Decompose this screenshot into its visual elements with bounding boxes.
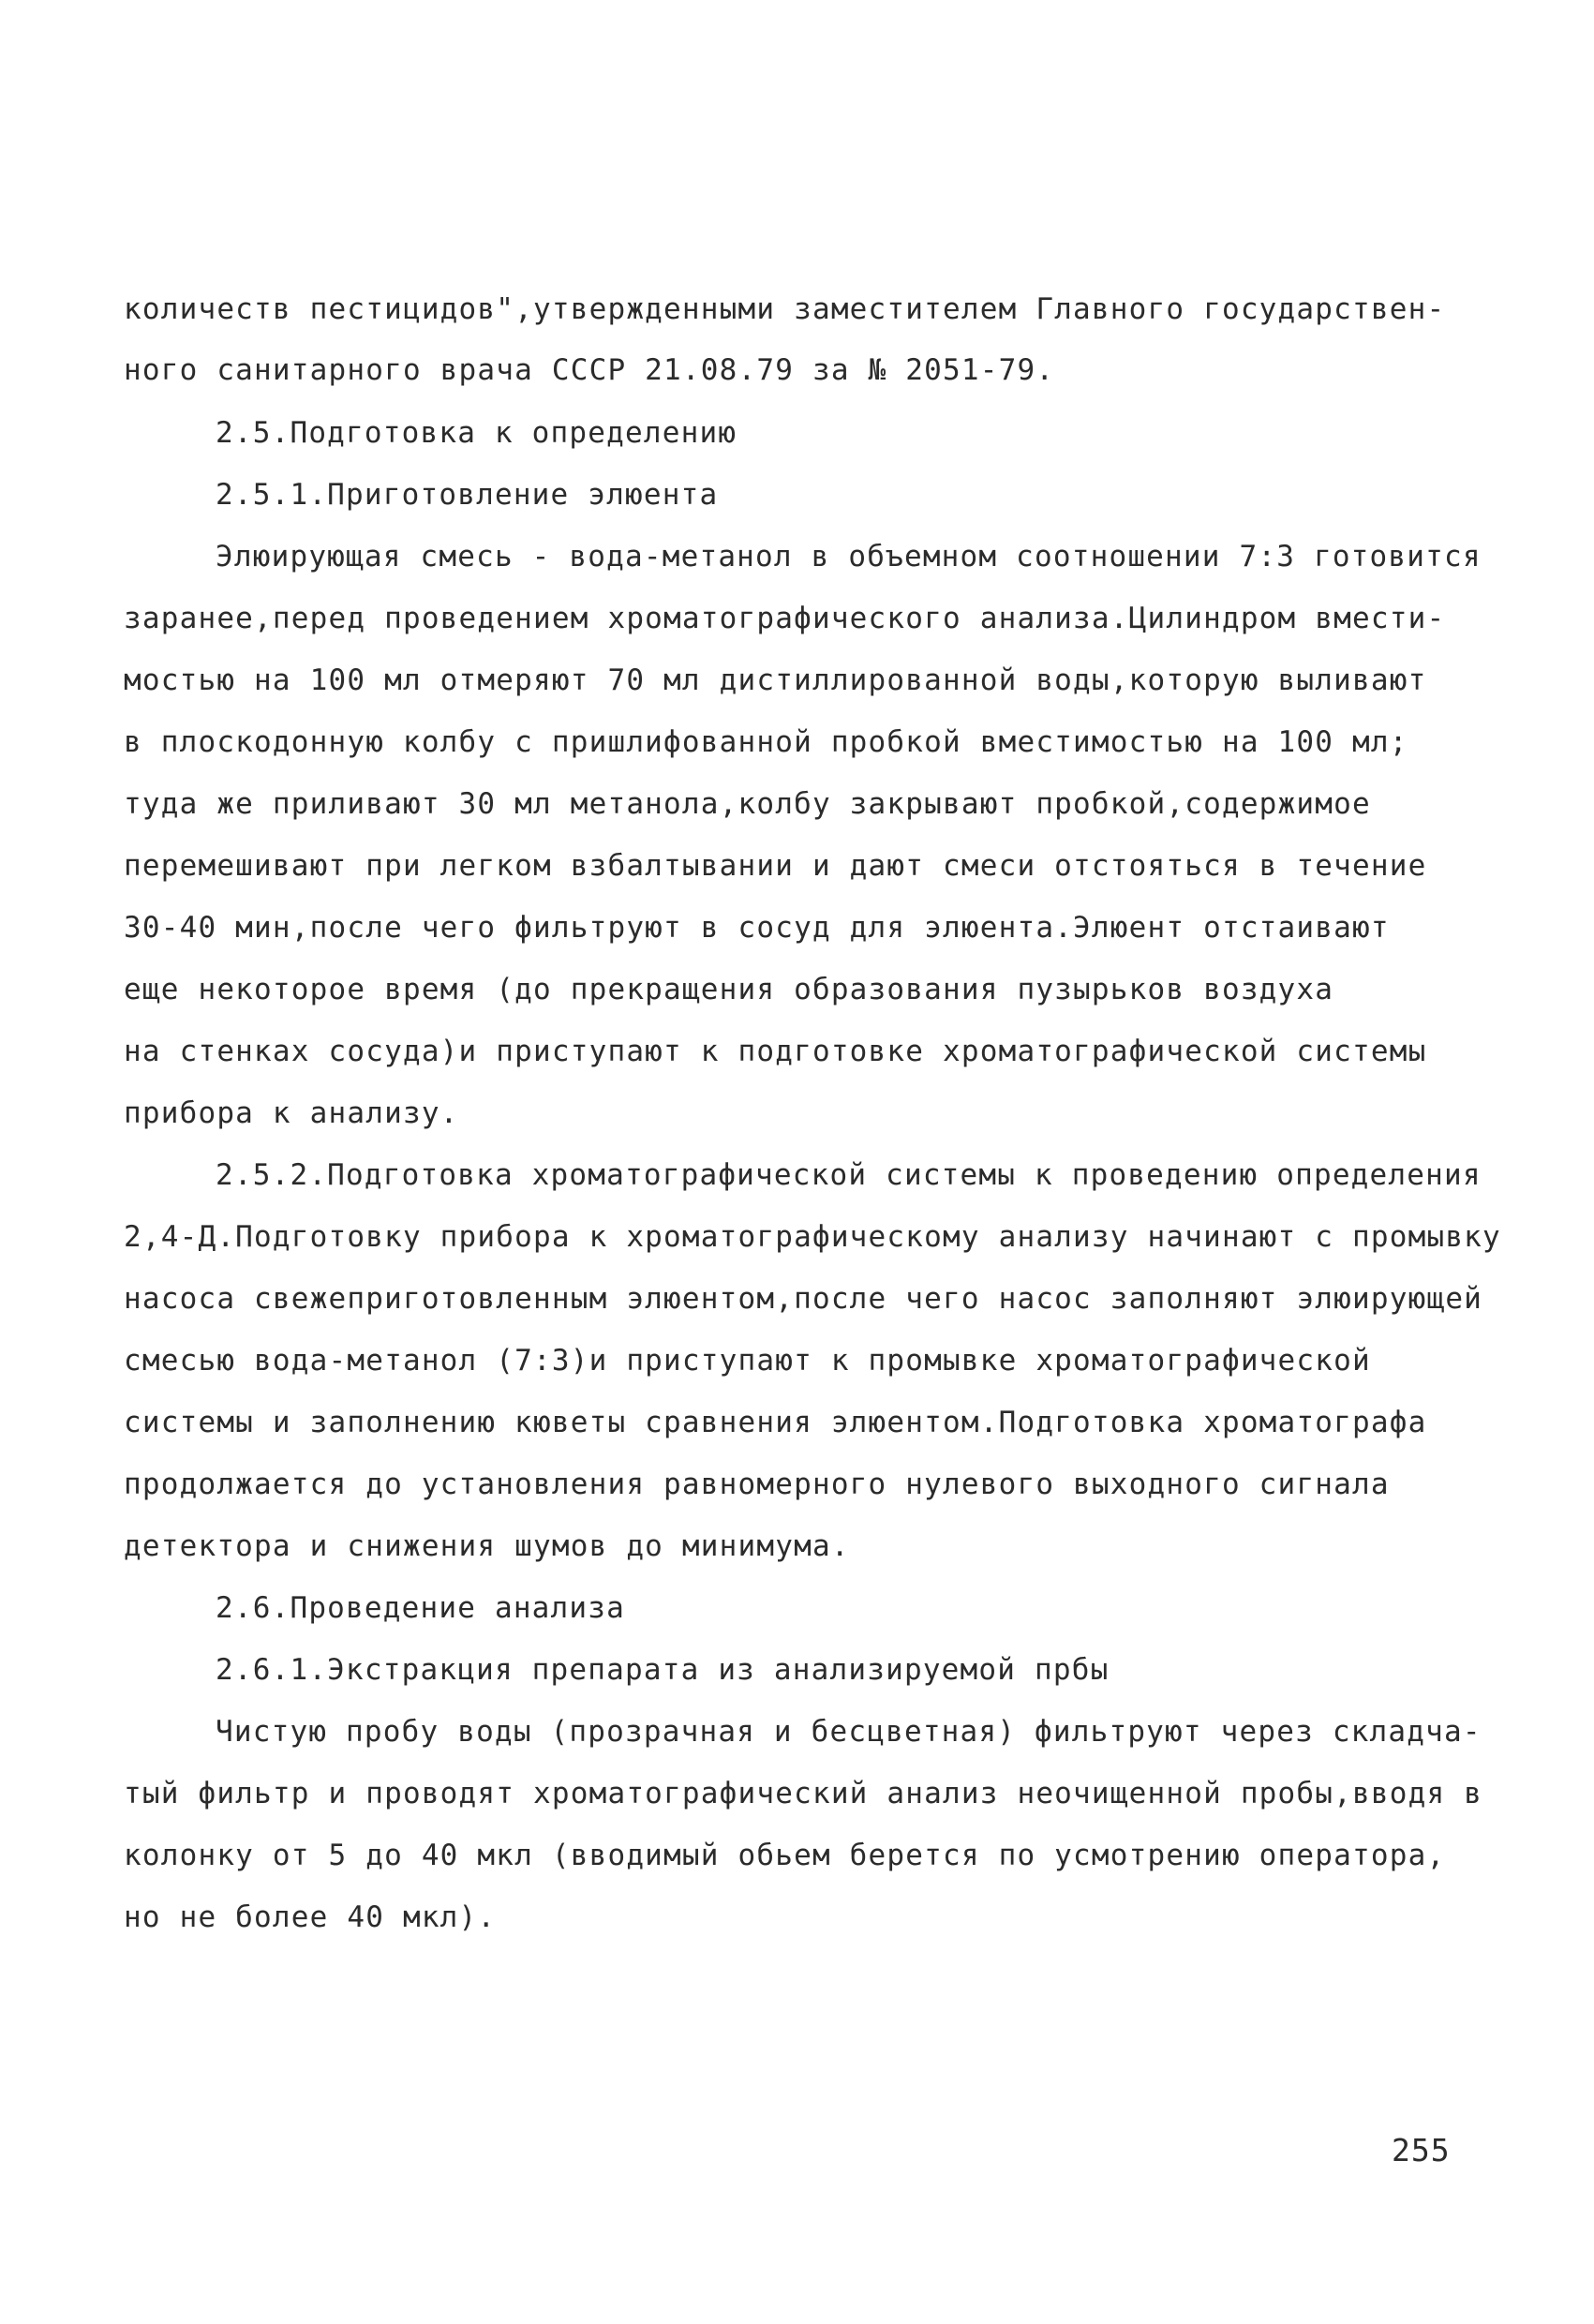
- section-heading: 2.5.Подготовка к определению: [216, 416, 737, 450]
- section-heading: 2.6.Проведение анализа: [216, 1591, 625, 1625]
- text-line: мостью на 100 мл отмеряют 70 мл дистиллированной воды,которую выливают: [124, 663, 1427, 697]
- text-line: туда же приливают 30 мл метанола,колбу закрывают пробкой,содержимое: [124, 787, 1371, 821]
- text-line: заранее,перед проведением хроматографического анализа.Цилиндром вмести-: [124, 602, 1446, 635]
- text-line: 30-40 мин,после чего фильтруют в сосуд для элюента.Элюент отстаивают: [124, 911, 1390, 945]
- text-line: системы и заполнению кюветы сравнения элюентом.Подготовка хроматографа: [124, 1406, 1427, 1439]
- text-line: количеств пестицидов",утвержденными заместителем Главного государствен-: [124, 292, 1446, 326]
- text-line: 2,4-Д.Подготовку прибора к хроматографическому анализу начинают с промывку: [124, 1220, 1501, 1254]
- text-line: еще некоторое время (до прекращения образования пузырьков воздуха: [124, 973, 1334, 1006]
- text-line: перемешивают при легком взбалтывании и дают смеси отстояться в течение: [124, 849, 1427, 883]
- text-line: колонку от 5 до 40 мкл (вводимый обьем берется по усмотрению оператора,: [124, 1839, 1446, 1872]
- page-number: 255: [1392, 2132, 1451, 2168]
- text-line: насоса свежеприготовленным элюентом,после чего насос заполняют элюирующей: [124, 1282, 1483, 1316]
- text-line: на стенках сосуда)и приступают к подготовке хроматографической системы: [124, 1035, 1427, 1068]
- text-line: Элюирующая смесь - вода-метанол в объемном соотношении 7:3 готовится: [216, 540, 1482, 574]
- text-line: ного санитарного врача СССР 21.08.79 за № 2051-79.: [124, 353, 1055, 387]
- text-line: детектора и снижения шумов до минимума.: [124, 1529, 850, 1563]
- subsection-heading: 2.5.1.Приготовление элюента: [216, 478, 719, 512]
- subsection-heading: 2.5.2.Подготовка хроматографической системы к проведению определения: [216, 1158, 1482, 1192]
- subsection-heading: 2.6.1.Экстракция препарата из анализируемой прбы: [216, 1653, 1110, 1687]
- text-line: Чистую пробу воды (прозрачная и бесцветная) фильтруют через складча-: [216, 1715, 1482, 1749]
- text-line: в плоскодонную колбу с пришлифованной пробкой вместимостью на 100 мл;: [124, 725, 1408, 759]
- text-line: прибора к анализу.: [124, 1096, 459, 1130]
- text-line: продолжается до установления равномерного нулевого выходного сигнала: [124, 1467, 1390, 1501]
- text-line: смесью вода-метанол (7:3)и приступают к промывке хроматографической: [124, 1344, 1371, 1378]
- text-line: тый фильтр и проводят хроматографический анализ неочищенной пробы,вводя в: [124, 1777, 1483, 1810]
- text-line: но не более 40 мкл).: [124, 1900, 497, 1934]
